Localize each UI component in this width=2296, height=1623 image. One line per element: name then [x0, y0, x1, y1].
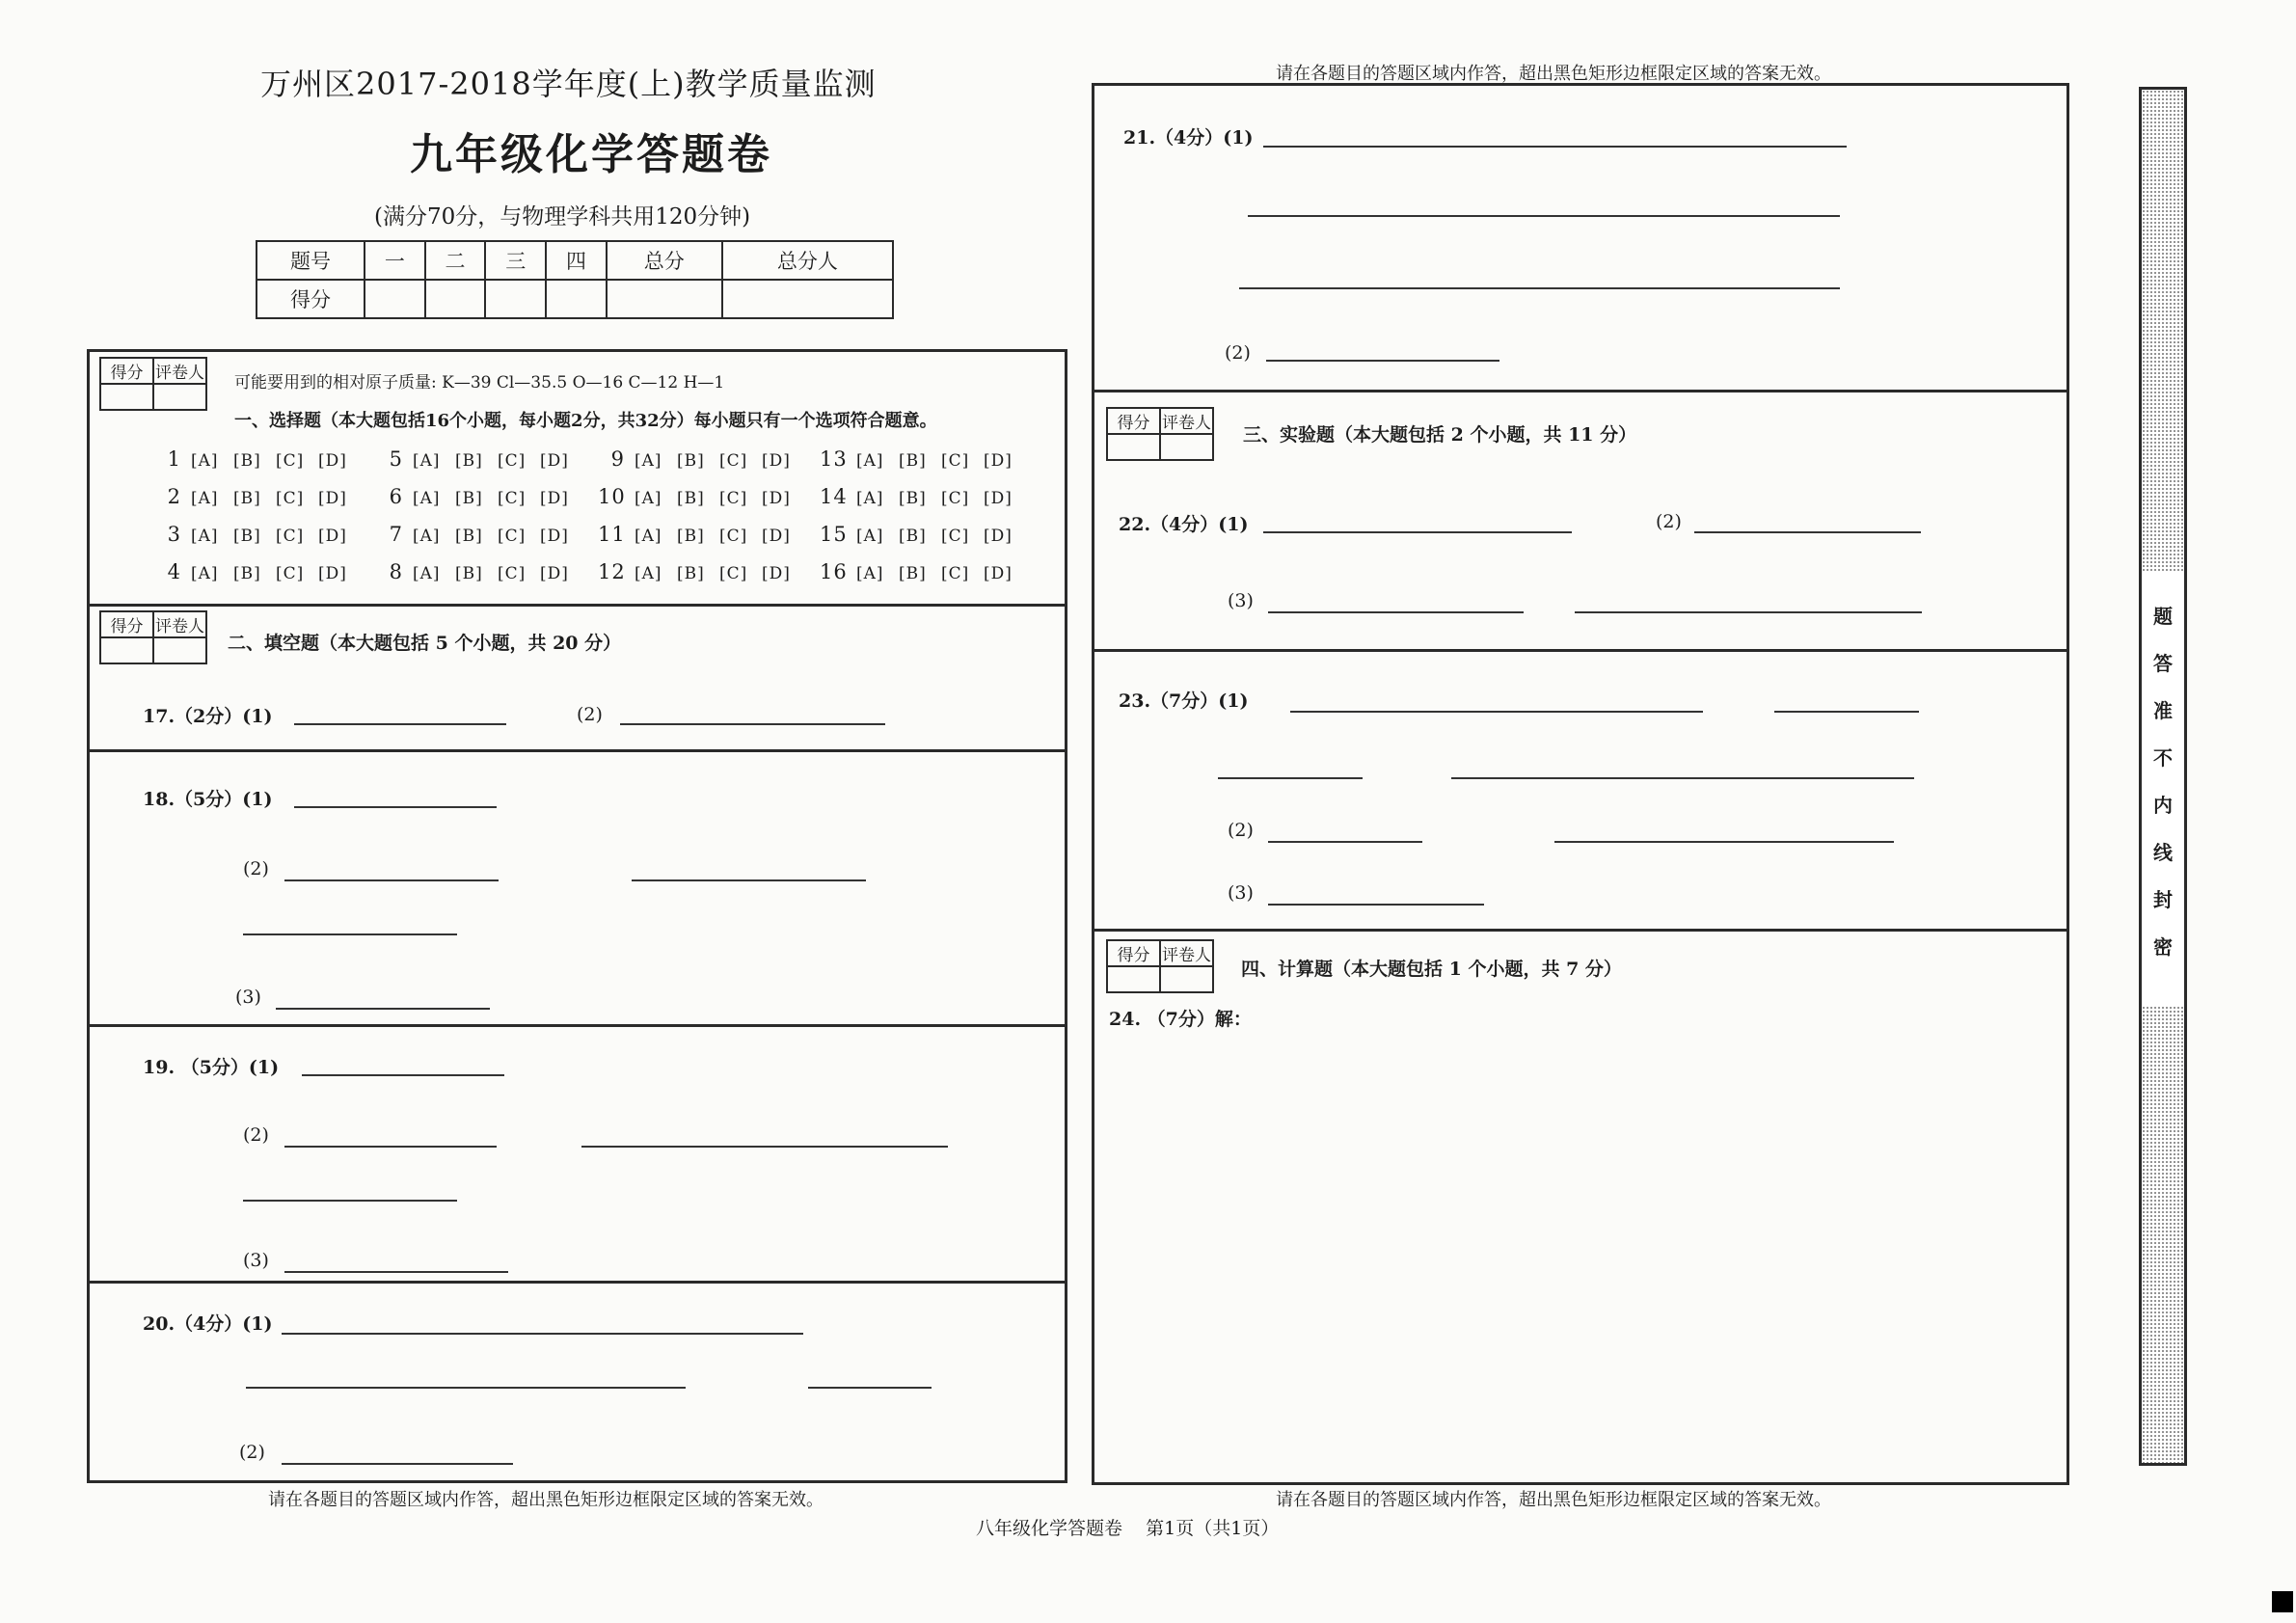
mc-row: [154, 485, 1041, 508]
option-b[interactable]: [B]: [233, 564, 261, 583]
grader-label: 评卷人: [1160, 408, 1213, 434]
option-a[interactable]: [A]: [191, 489, 219, 508]
answer-line[interactable]: [1268, 841, 1422, 843]
score-header-cell: 题号: [257, 241, 365, 280]
section3-title: 三、实验题（本大题包括 2 个小题，共 11 分）: [1243, 424, 1637, 446]
mc-number: 5: [389, 447, 403, 471]
option-a[interactable]: [A]: [413, 564, 441, 583]
answer-line[interactable]: [1268, 611, 1524, 613]
option-a[interactable]: [A]: [413, 451, 441, 471]
option-c[interactable]: [C]: [941, 527, 970, 546]
option-c[interactable]: [C]: [276, 527, 305, 546]
part-label: (2): [577, 704, 603, 725]
section4-title: 四、计算题（本大题包括 1 个小题，共 7 分）: [1241, 959, 1622, 980]
question-24-label: 24. （7分）解：: [1109, 1009, 1252, 1030]
answer-line[interactable]: [1575, 611, 1922, 613]
answer-line[interactable]: [1263, 531, 1572, 533]
grader-score-cell[interactable]: [100, 637, 153, 663]
question-23-label: 23.（7分）(1): [1119, 690, 1249, 712]
grader-label: 评卷人: [153, 358, 206, 384]
seal-char: 内: [2153, 794, 2173, 817]
atomic-masses: 可能要用到的相对原子质量: K—39 Cl—35.5 O—16 C—12 H—1: [234, 373, 725, 392]
mc-number: 7: [389, 523, 403, 546]
option-d[interactable]: [D]: [318, 451, 347, 471]
mc-number: 8: [389, 560, 403, 583]
option-c[interactable]: [C]: [941, 451, 970, 471]
dotted-pattern: [2142, 90, 2184, 572]
answer-line[interactable]: [632, 879, 866, 881]
part-label: (2): [243, 858, 269, 879]
option-d[interactable]: [D]: [984, 451, 1013, 471]
mc-number: 3: [167, 523, 181, 546]
option-b[interactable]: [B]: [455, 564, 483, 583]
answer-line[interactable]: [1451, 777, 1914, 779]
grader-score-label: 得分: [100, 358, 153, 384]
mc-number: 11: [598, 523, 626, 546]
mc-row: [154, 523, 1041, 546]
option-d[interactable]: [D]: [318, 527, 347, 546]
option-c[interactable]: [C]: [941, 564, 970, 583]
option-a[interactable]: [A]: [191, 451, 219, 471]
grader-score-label: 得分: [1107, 408, 1160, 434]
divider: [87, 1024, 1067, 1027]
question-21-label: 21.（4分）(1): [1123, 127, 1254, 149]
score-header-cell: 三: [485, 241, 546, 280]
answer-line[interactable]: [243, 1200, 457, 1202]
notice-left: 请在各题目的答题区域内作答，超出黑色矩形边框限定区域的答案无效。: [268, 1490, 824, 1510]
grader-label: 评卷人: [153, 611, 206, 637]
exam-note: (满分70分，与物理学科共用120分钟): [374, 204, 751, 230]
seal-char: 准: [2153, 699, 2173, 722]
option-d[interactable]: [D]: [762, 564, 791, 583]
grader-score-cell[interactable]: [1107, 434, 1160, 460]
answer-line[interactable]: [1266, 360, 1499, 362]
seal-char: 不: [2153, 746, 2173, 770]
notice-bottom-right: 请在各题目的答题区域内作答，超出黑色矩形边框限定区域的答案无效。: [1276, 1490, 1831, 1510]
option-a[interactable]: [A]: [856, 564, 884, 583]
score-cell[interactable]: [485, 280, 546, 318]
grader-cell[interactable]: [1160, 966, 1213, 992]
question-20-label: 20.（4分）(1): [143, 1313, 273, 1335]
option-d[interactable]: [D]: [318, 489, 347, 508]
grader-score-label: 得分: [1107, 940, 1160, 966]
grader-cell[interactable]: [153, 384, 206, 410]
grader-score-label: 得分: [100, 611, 153, 637]
page-footer: 八年级化学答题卷 第1页（共1页）: [976, 1518, 1280, 1539]
option-c[interactable]: [C]: [276, 489, 305, 508]
part-label: (2): [1225, 342, 1251, 364]
divider: [87, 1281, 1067, 1284]
option-a[interactable]: [A]: [635, 451, 662, 471]
option-b[interactable]: [B]: [677, 564, 705, 583]
divider: [87, 749, 1067, 752]
option-d[interactable]: [D]: [540, 527, 569, 546]
score-header-cell: 二: [425, 241, 486, 280]
score-header-cell: 总分: [607, 241, 722, 280]
grader-cell[interactable]: [1160, 434, 1213, 460]
option-a[interactable]: [A]: [856, 489, 884, 508]
option-d[interactable]: [D]: [540, 489, 569, 508]
seal-char: 密: [2153, 935, 2173, 959]
option-d[interactable]: [D]: [540, 451, 569, 471]
answer-line[interactable]: [808, 1387, 932, 1389]
option-a[interactable]: [A]: [856, 451, 884, 471]
mc-row: [154, 560, 1041, 583]
mc-number: 6: [389, 485, 403, 508]
seal-char: 封: [2153, 888, 2173, 911]
seal-char: 答: [2153, 652, 2173, 675]
option-a[interactable]: [A]: [856, 527, 884, 546]
registration-mark: [2272, 1591, 2293, 1612]
option-b[interactable]: [B]: [233, 451, 261, 471]
grader-score-cell[interactable]: [100, 384, 153, 410]
option-b[interactable]: [B]: [899, 451, 927, 471]
answer-line[interactable]: [284, 879, 499, 881]
mc-number: 15: [820, 523, 848, 546]
part-label: (2): [239, 1442, 265, 1463]
option-d[interactable]: [D]: [762, 527, 791, 546]
option-a[interactable]: [A]: [191, 564, 219, 583]
option-a[interactable]: [A]: [413, 489, 441, 508]
option-c[interactable]: [C]: [719, 451, 748, 471]
part-label: (3): [1228, 882, 1254, 904]
option-b[interactable]: [B]: [233, 489, 261, 508]
mc-number: 14: [820, 485, 848, 508]
question-19-label: 19. （5分）(1): [143, 1057, 280, 1078]
score-table: [256, 240, 894, 319]
part-label: (3): [1228, 590, 1254, 611]
answer-line[interactable]: [620, 723, 885, 725]
option-c[interactable]: [C]: [719, 527, 748, 546]
option-a[interactable]: [A]: [635, 489, 662, 508]
part-label: (2): [243, 1124, 269, 1146]
grader-box: [99, 610, 207, 664]
option-b[interactable]: [B]: [677, 489, 705, 508]
option-c[interactable]: [C]: [719, 489, 748, 508]
option-c[interactable]: [C]: [498, 564, 527, 583]
divider: [1092, 390, 2069, 392]
option-b[interactable]: [B]: [455, 451, 483, 471]
option-b[interactable]: [B]: [899, 564, 927, 583]
score-header-cell: 四: [546, 241, 607, 280]
grader-box: [1106, 939, 1214, 993]
answer-line[interactable]: [1290, 711, 1703, 713]
answer-line[interactable]: [243, 933, 457, 935]
option-b[interactable]: [B]: [899, 527, 927, 546]
option-d[interactable]: [D]: [762, 451, 791, 471]
option-c[interactable]: [C]: [498, 527, 527, 546]
answer-line[interactable]: [581, 1146, 948, 1148]
score-cell[interactable]: [546, 280, 607, 318]
answer-line[interactable]: [282, 1333, 803, 1335]
part-label: (3): [243, 1250, 269, 1271]
answer-line[interactable]: [1774, 711, 1919, 713]
mc-number: 10: [598, 485, 626, 508]
mc-number: 13: [820, 447, 848, 471]
option-b[interactable]: [B]: [677, 451, 705, 471]
mc-number: 1: [167, 447, 181, 471]
answer-line[interactable]: [1248, 215, 1840, 217]
grader-score-cell[interactable]: [1107, 966, 1160, 992]
mc-number: 4: [167, 560, 181, 583]
score-header-cell: 一: [365, 241, 425, 280]
section2-title: 二、填空题（本大题包括 5 个小题，共 20 分）: [228, 633, 622, 654]
option-c[interactable]: [C]: [276, 451, 305, 471]
mc-number: 2: [167, 485, 181, 508]
sheet-subtitle: 九年级化学答题卷: [410, 130, 772, 179]
question-18-label: 18.（5分）(1): [143, 789, 273, 810]
answer-line[interactable]: [284, 1271, 508, 1273]
answer-line[interactable]: [302, 1074, 504, 1076]
grader-box: [99, 357, 207, 411]
option-d[interactable]: [D]: [540, 564, 569, 583]
score-header-cell: 总分人: [722, 241, 893, 280]
divider: [87, 604, 1067, 607]
question-17-label: 17.（2分）(1): [143, 706, 273, 727]
option-d[interactable]: [D]: [984, 527, 1013, 546]
option-c[interactable]: [C]: [719, 564, 748, 583]
dotted-pattern: [2142, 1006, 2184, 1463]
answer-line[interactable]: [1694, 531, 1921, 533]
option-d[interactable]: [D]: [984, 489, 1013, 508]
part-label: (3): [235, 987, 261, 1008]
option-b[interactable]: [B]: [455, 527, 483, 546]
exam-title: 万州区2017-2018学年度(上)教学质量监测: [260, 66, 877, 102]
answer-line[interactable]: [1268, 904, 1484, 906]
answer-line[interactable]: [1239, 287, 1840, 289]
mc-number: 16: [820, 560, 848, 583]
answer-line[interactable]: [284, 1146, 497, 1148]
option-b[interactable]: [B]: [677, 527, 705, 546]
divider: [1092, 929, 2069, 932]
seal-char: 线: [2153, 841, 2173, 864]
seal-char: 题: [2153, 605, 2173, 628]
option-a[interactable]: [A]: [635, 527, 662, 546]
option-d[interactable]: [D]: [318, 564, 347, 583]
option-c[interactable]: [C]: [941, 489, 970, 508]
score-row-label: 得分: [257, 280, 365, 318]
score-cell[interactable]: [722, 280, 893, 318]
answer-line[interactable]: [282, 1463, 513, 1465]
part-label: (2): [1656, 511, 1682, 532]
score-cell[interactable]: [607, 280, 722, 318]
option-b[interactable]: [B]: [455, 489, 483, 508]
answer-line[interactable]: [294, 806, 497, 808]
grader-box: [1106, 407, 1214, 461]
answer-line[interactable]: [1218, 777, 1363, 779]
answer-line[interactable]: [1263, 146, 1847, 148]
option-d[interactable]: [D]: [762, 489, 791, 508]
grader-cell[interactable]: [153, 637, 206, 663]
option-a[interactable]: [A]: [191, 527, 219, 546]
divider: [1092, 649, 2069, 652]
mc-row: [154, 447, 1041, 471]
option-c[interactable]: [C]: [276, 564, 305, 583]
answer-line[interactable]: [246, 1387, 686, 1389]
seal-line-strip: [2139, 87, 2187, 1466]
option-a[interactable]: [A]: [635, 564, 662, 583]
mc-number: 9: [610, 447, 625, 471]
option-a[interactable]: [A]: [413, 527, 441, 546]
question-22-label: 22.（4分）(1): [1119, 514, 1249, 535]
grader-label: 评卷人: [1160, 940, 1213, 966]
option-b[interactable]: [B]: [899, 489, 927, 508]
score-cell[interactable]: [365, 280, 425, 318]
answer-line[interactable]: [276, 1008, 490, 1010]
option-d[interactable]: [D]: [984, 564, 1013, 583]
option-c[interactable]: [C]: [498, 451, 527, 471]
notice-top-right: 请在各题目的答题区域内作答，超出黑色矩形边框限定区域的答案无效。: [1276, 64, 1831, 84]
score-cell[interactable]: [425, 280, 486, 318]
option-b[interactable]: [B]: [233, 527, 261, 546]
calculation-answer-area[interactable]: [1099, 1037, 2062, 1475]
answer-line[interactable]: [1554, 841, 1894, 843]
option-c[interactable]: [C]: [498, 489, 527, 508]
mc-number: 12: [598, 560, 626, 583]
answer-line[interactable]: [294, 723, 506, 725]
part-label: (2): [1228, 820, 1254, 841]
section1-title: 一、选择题（本大题包括16个小题，每小题2分，共32分）每小题只有一个选项符合题意。: [234, 411, 937, 431]
